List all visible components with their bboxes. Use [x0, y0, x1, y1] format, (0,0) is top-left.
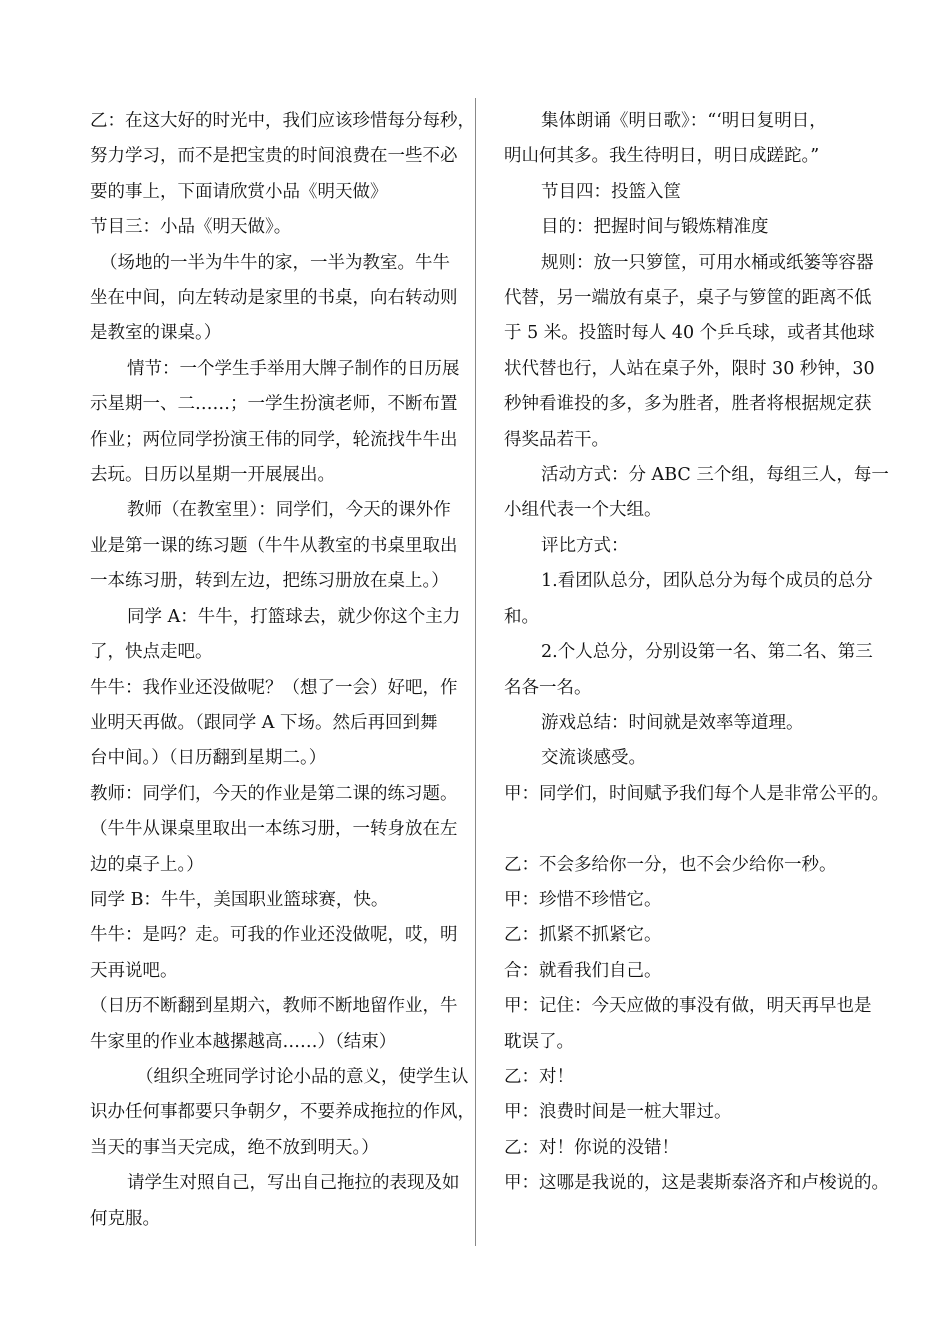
text-line: （牛牛从课桌里取出一本练习册，一转身放在左 [90, 819, 458, 840]
text-line: 和。 [504, 606, 539, 627]
column-divider [475, 98, 476, 1246]
text-line: 情节：一个学生手举用大牌子制作的日历展 [127, 358, 460, 379]
text-line: 交流谈感受。 [541, 748, 646, 769]
text-line: 台中间。）（日历翻到星期二。） [90, 748, 327, 769]
text-line: 一本练习册，转到左边，把练习册放在桌上。） [90, 571, 449, 592]
text-line: 游戏总结：时间就是效率等道理。 [541, 712, 804, 733]
text-line: （场地的一半为牛牛的家，一半为教室。牛牛 [100, 252, 450, 273]
text-line: 目的：把握时间与锻炼精准度 [541, 217, 769, 238]
text-line: 去玩。日历以星期一开展展出。 [90, 465, 335, 486]
right-column [504, 104, 889, 1202]
text-line: （组织全班同学讨论小品的意义，使学生认 [136, 1066, 469, 1087]
text-line: 明山何其多。我生待明日，明日成蹉跎。” [504, 146, 820, 167]
text-line: 乙：抓紧不抓紧它。 [504, 925, 662, 946]
text-line: 牛家里的作业本越摞越高……）（结束） [90, 1031, 397, 1052]
text-line: 状代替也行，人站在桌子外，限时 30 秒钟，30 [504, 358, 875, 379]
text-line: 天再说吧。 [90, 960, 178, 981]
text-line: （日历不断翻到星期六，教师不断地留作业，牛 [90, 996, 458, 1017]
section-heading: 节目四：投篮入筐 [541, 181, 681, 202]
text-line: 规则：放一只箩筐，可用水桶或纸篓等容器 [541, 252, 874, 273]
text-line: 请学生对照自己，写出自己拖拉的表现及如 [127, 1173, 460, 1194]
text-line: 是教室的课桌。） [90, 323, 222, 344]
text-line: 甲：这哪是我说的，这是裴斯泰洛齐和卢梭说的。 [504, 1173, 889, 1194]
text-line: 同学 A：牛牛，打篮球去，就少你这个主力 [127, 606, 461, 627]
text-line: 何克服。 [90, 1208, 160, 1229]
text-line: 当天的事当天完成，绝不放到明天。） [90, 1137, 379, 1158]
text-line: 牛牛：是吗？走。可我的作业还没做呢，哎，明 [90, 925, 458, 946]
section-heading: 节目三：小品《明天做》。 [90, 217, 292, 238]
text-line: 2.个人总分，分别设第一名、第二名、第三 [541, 642, 873, 663]
text-line: 秒钟看谁投的多，多为胜者，胜者将根据规定获 [504, 394, 872, 415]
text-line: 同学 B：牛牛，美国职业篮球赛，快。 [90, 889, 389, 910]
text-line: 作业；两位同学扮演王伟的同学，轮流找牛牛出 [90, 429, 458, 450]
text-line: 集体朗诵《明日歌》：“‘明日复明日， [541, 111, 827, 131]
text-line: 乙：对！你说的没错！ [504, 1137, 679, 1158]
text-line: 甲：同学们，时间赋予我们每个人是非常公平的。 [504, 783, 889, 804]
text-line: 1.看团队总分，团队总分为每个成员的总分 [541, 571, 873, 592]
text-line: 名各一名。 [504, 677, 592, 698]
text-line: 教师：同学们，今天的作业是第二课的练习题。 [90, 783, 458, 804]
text-line: 乙：不会多给你一分，也不会少给你一秒。 [504, 854, 837, 875]
text-line: 评比方式： [541, 535, 629, 556]
blank-line [504, 812, 869, 847]
text-line: 于 5 米。投篮时每人 40 个乒乓球，或者其他球 [504, 323, 875, 344]
text-line: 甲：记住：今天应做的事没有做，明天再早也是 [504, 996, 872, 1017]
text-line: 识办任何事都要只争朝夕，不要养成拖拉的作风， [90, 1102, 475, 1123]
text-line: 坐在中间，向左转动是家里的书桌，向右转动则 [90, 288, 458, 309]
text-line: 甲：珍惜不珍惜它。 [504, 889, 662, 910]
text-line: 边的桌子上。） [90, 854, 204, 875]
text-line: 得奖品若干。 [504, 429, 609, 450]
text-line: 教师（在教室里）：同学们，今天的课外作 [127, 500, 451, 521]
text-line: 牛牛：我作业还没做呢？（想了一会）好吧，作 [90, 677, 458, 698]
left-column [90, 104, 475, 1237]
text-line: 乙：在这大好的时光中，我们应该珍惜每分每秒， [90, 111, 475, 131]
text-line: 活动方式：分 ABC 三个组，每组三人，每一 [541, 465, 889, 486]
text-line: 乙：对！ [504, 1066, 574, 1087]
text-line: 代替，另一端放有桌子，桌子与箩筐的距离不低 [504, 288, 872, 309]
text-line: 小组代表一个大组。 [504, 500, 662, 521]
text-line: 合：就看我们自己。 [504, 960, 662, 981]
text-line: 了，快点走吧。 [90, 642, 213, 663]
text-line: 业是第一课的练习题（牛牛从教室的书桌里取出 [90, 535, 458, 556]
text-line: 要的事上，下面请欣赏小品《明天做》 [90, 181, 388, 202]
text-line: 努力学习，而不是把宝贵的时间浪费在一些不必 [90, 146, 458, 167]
text-line: 业明天再做。（跟同学 A 下场。然后再回到舞 [90, 712, 438, 733]
text-line: 甲：浪费时间是一桩大罪过。 [504, 1102, 732, 1123]
text-line: 耽误了。 [504, 1031, 574, 1052]
text-line: 示星期一、二……；一学生扮演老师，不断布置 [90, 394, 458, 415]
